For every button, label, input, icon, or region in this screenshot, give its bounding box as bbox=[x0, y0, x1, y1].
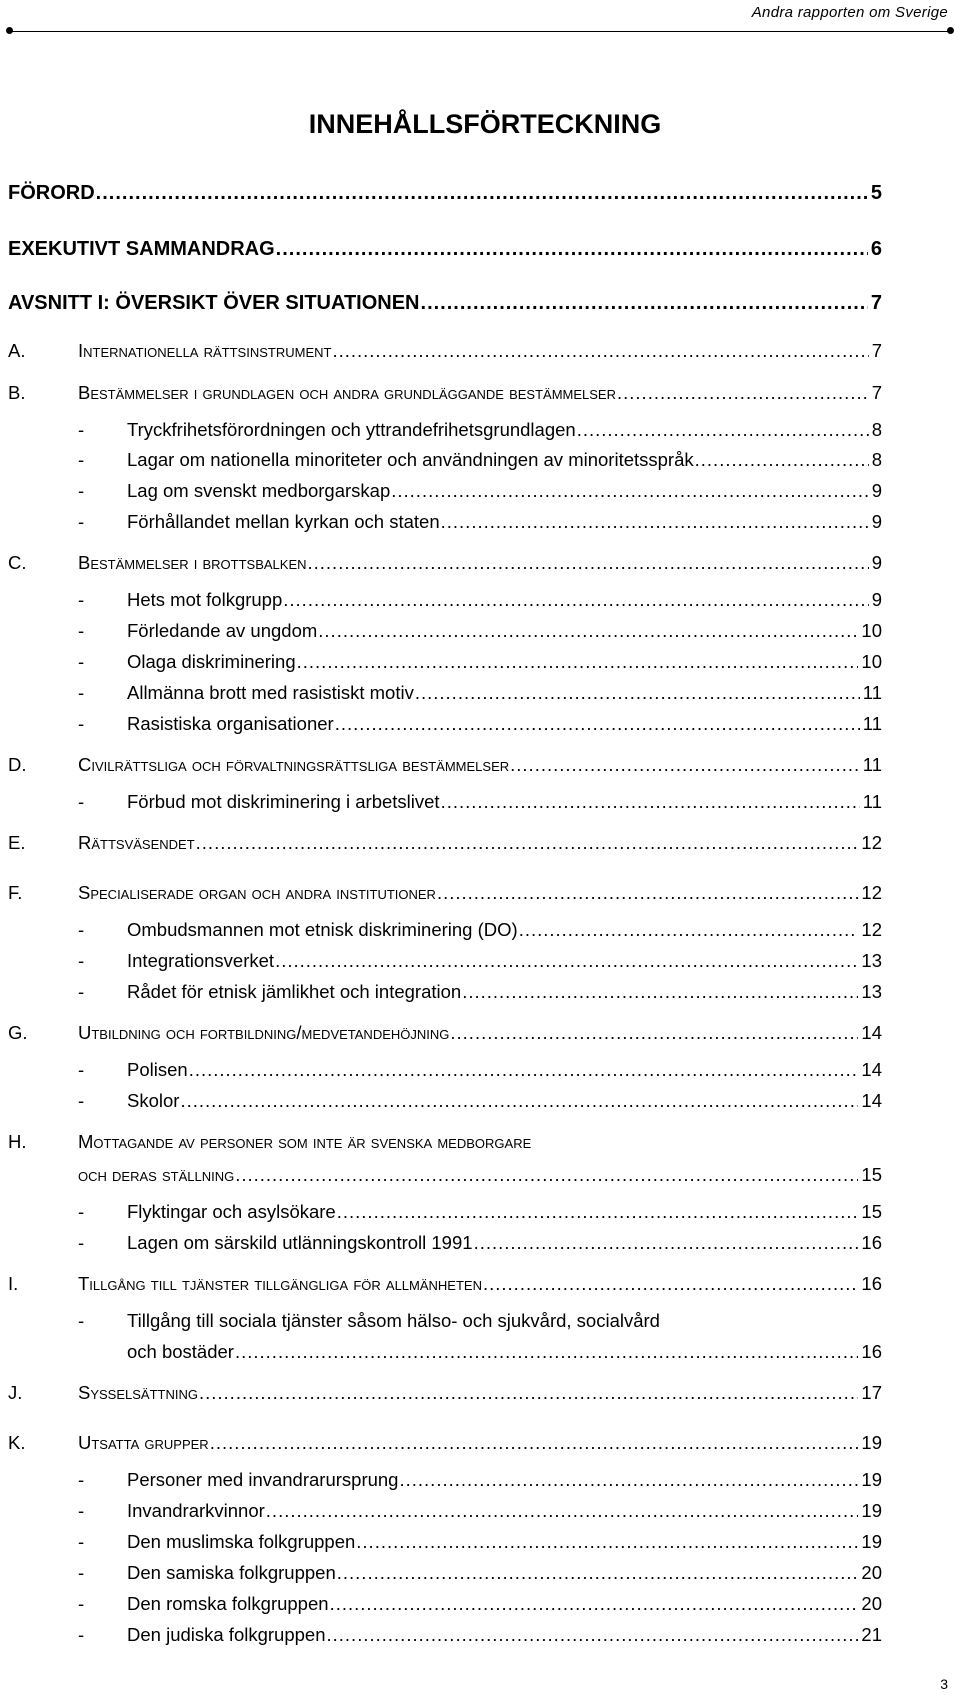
toc-entry-number: I. bbox=[8, 1273, 19, 1294]
toc-entry-label: Personer med invandrarursprung bbox=[127, 1469, 399, 1490]
toc-entry-leader bbox=[441, 511, 869, 533]
toc-entry-label: och deras ställning bbox=[78, 1164, 235, 1185]
toc-entry-label: Tillgång till tjänster tillgängliga för allmänheten bbox=[78, 1273, 482, 1294]
toc-entry-page: 12 bbox=[861, 919, 882, 940]
toc-entry-page: 10 bbox=[861, 651, 882, 672]
toc-entry-leader bbox=[332, 340, 868, 362]
toc-entry-label: Utbildning och fortbildning/medvetandehöjning bbox=[78, 1022, 450, 1043]
toc-entry-label: Mottagande av personer som inte är svenska medborgare bbox=[78, 1131, 532, 1152]
toc-entry-leader bbox=[96, 182, 868, 204]
toc-entry-number: D. bbox=[8, 754, 27, 775]
page-number: 3 bbox=[940, 1676, 948, 1692]
toc-entry-page: 14 bbox=[861, 1090, 882, 1111]
toc-entry-leader bbox=[437, 882, 858, 904]
toc-entry-label: Rasistiska organisationer bbox=[127, 713, 334, 734]
running-header: Andra rapporten om Sverige bbox=[751, 4, 948, 21]
toc-entry-dash: - bbox=[78, 981, 85, 1002]
toc-entry-leader bbox=[695, 449, 869, 471]
toc-entry-leader bbox=[450, 1022, 858, 1044]
toc-entry-label: och bostäder bbox=[127, 1341, 234, 1362]
toc-entry-dash: - bbox=[78, 620, 85, 641]
toc-entry-label: Polisen bbox=[127, 1059, 188, 1080]
toc-entry-label: Flyktingar och asylsökare bbox=[127, 1201, 336, 1222]
toc-entry-page: 5 bbox=[870, 182, 882, 204]
toc-entry-page: 14 bbox=[861, 1059, 882, 1080]
toc-entry-leader bbox=[283, 589, 868, 611]
toc-entry-label: Förledande av ungdom bbox=[127, 620, 318, 641]
toc-entry-dash: - bbox=[78, 1469, 85, 1490]
toc-entry-label: Allmänna brott med rasistiskt motiv bbox=[127, 682, 414, 703]
toc-entry-leader bbox=[330, 1593, 859, 1615]
toc-entry-label: Civilrättsliga och förvaltningsrättsliga bestämmelser bbox=[78, 754, 510, 775]
toc-entry-page: 7 bbox=[871, 382, 882, 403]
toc-entry-page: 16 bbox=[861, 1273, 882, 1294]
toc-entry-label: Den muslimska folkgruppen bbox=[127, 1531, 356, 1552]
toc-entry-label: EXEKUTIVT SAMMANDRAG bbox=[8, 238, 275, 260]
toc-entry-page: 12 bbox=[861, 832, 882, 853]
toc-entry-number: C. bbox=[8, 552, 27, 573]
toc-entry-page: 8 bbox=[871, 449, 882, 470]
toc-entry-dash: - bbox=[78, 1624, 85, 1645]
toc-entry-label: Den judiska folkgruppen bbox=[127, 1624, 326, 1645]
toc-title: INNEHÅLLSFÖRTECKNING bbox=[308, 109, 662, 139]
toc-entry-page: 11 bbox=[862, 682, 882, 703]
toc-entry-number: B. bbox=[8, 382, 26, 403]
toc-entry-dash: - bbox=[78, 1310, 85, 1331]
toc-entry-number: A. bbox=[8, 340, 26, 361]
toc-entry-dash: - bbox=[78, 950, 85, 971]
toc-entry-label: Invandrarkvinnor bbox=[127, 1500, 265, 1521]
toc-entry-number: E. bbox=[8, 832, 26, 853]
toc-entry-number: H. bbox=[8, 1131, 27, 1152]
toc-entry-page: 21 bbox=[861, 1624, 882, 1645]
toc-entry-page: 11 bbox=[862, 713, 882, 734]
toc-entry-leader bbox=[276, 238, 868, 260]
toc-entry-dash: - bbox=[78, 651, 85, 672]
toc-entry-leader bbox=[235, 1164, 858, 1186]
toc-entry-label: Olaga diskriminering bbox=[127, 651, 296, 672]
toc-entry-dash: - bbox=[78, 791, 85, 812]
toc-entry-leader bbox=[391, 480, 868, 502]
toc-entry-dash: - bbox=[78, 1593, 85, 1614]
toc-entry-leader bbox=[577, 419, 869, 441]
toc-entry-label: Lagen om särskild utlänningskontroll 1991 bbox=[127, 1232, 473, 1253]
toc-entry-page: 17 bbox=[861, 1382, 882, 1403]
toc-entry-dash: - bbox=[78, 1232, 85, 1253]
toc-entry-dash: - bbox=[78, 1531, 85, 1552]
toc-entry-page: 15 bbox=[861, 1164, 882, 1185]
toc-entry-page: 20 bbox=[861, 1562, 882, 1583]
toc-entry-dash: - bbox=[78, 419, 85, 440]
toc-entry-page: 11 bbox=[862, 791, 882, 812]
toc-entry-label: Den romska folkgruppen bbox=[127, 1593, 329, 1614]
toc-entry-label: Internationella rättsinstrument bbox=[78, 340, 332, 361]
toc-entry-dash: - bbox=[78, 589, 85, 610]
toc-entry-leader bbox=[462, 981, 858, 1003]
toc-entry-number: F. bbox=[8, 882, 23, 903]
toc-entry-leader bbox=[519, 919, 859, 941]
toc-entry-dash: - bbox=[78, 449, 85, 470]
toc-entry-leader bbox=[415, 682, 860, 704]
toc-entry-label: Förbud mot diskriminering i arbetslivet bbox=[127, 791, 440, 812]
toc-entry-label: Rådet för etnisk jämlikhet och integration bbox=[127, 981, 462, 1002]
toc-entry-leader bbox=[337, 1562, 859, 1584]
toc-entry-leader bbox=[196, 832, 859, 854]
toc-entry-dash: - bbox=[78, 919, 85, 940]
toc-entry-dash: - bbox=[78, 511, 85, 532]
toc-entry-leader bbox=[180, 1090, 858, 1112]
toc-entry-page: 12 bbox=[861, 882, 882, 903]
toc-entry-page: 16 bbox=[861, 1232, 882, 1253]
toc-entry-page: 14 bbox=[861, 1022, 882, 1043]
toc-entry-leader bbox=[275, 950, 858, 972]
toc-entry-leader bbox=[483, 1273, 858, 1295]
toc-entry-leader bbox=[210, 1432, 859, 1454]
toc-entry-page: 9 bbox=[871, 511, 882, 532]
toc-entry-label: Tillgång till sociala tjänster såsom hälso- och sjukvård, socialvård bbox=[127, 1310, 660, 1331]
toc-entry-leader bbox=[617, 382, 869, 404]
toc-entry-number: J. bbox=[8, 1382, 23, 1403]
toc-entry-number: K. bbox=[8, 1432, 26, 1453]
toc-entry-page: 10 bbox=[861, 620, 882, 641]
toc-entry-page: 19 bbox=[861, 1531, 882, 1552]
toc-entry-label: Den samiska folkgruppen bbox=[127, 1562, 336, 1583]
toc-entry-page: 16 bbox=[861, 1341, 882, 1362]
toc-entry-page: 9 bbox=[871, 480, 882, 501]
toc-entry-page: 15 bbox=[861, 1201, 882, 1222]
toc-entry-dash: - bbox=[78, 682, 85, 703]
toc-entry-label: Lagar om nationella minoriteter och användningen av minoritetsspråk bbox=[127, 449, 694, 470]
toc-entry-page: 7 bbox=[871, 340, 882, 361]
toc-entry-dash: - bbox=[78, 1500, 85, 1521]
toc-entry-label: FÖRORD bbox=[8, 182, 95, 204]
toc-entry-leader bbox=[441, 791, 860, 813]
toc-entry-label: AVSNITT I: ÖVERSIKT ÖVER SITUATIONEN bbox=[8, 292, 420, 314]
toc-entry-leader bbox=[318, 620, 858, 642]
toc-entry-page: 6 bbox=[870, 238, 882, 260]
toc-entry-page: 19 bbox=[861, 1500, 882, 1521]
toc-entry-page: 13 bbox=[861, 981, 882, 1002]
toc-entry-page: 19 bbox=[861, 1432, 882, 1453]
toc-entry-leader bbox=[266, 1500, 859, 1522]
toc-entry-label: Lag om svenskt medborgarskap bbox=[127, 480, 391, 501]
toc-entry-dash: - bbox=[78, 713, 85, 734]
toc-entry-label: Sysselsättning bbox=[78, 1382, 198, 1403]
toc-entry-dash: - bbox=[78, 480, 85, 501]
toc-entry-label: Bestämmelser i grundlagen och andra grundläggande bestämmelser bbox=[78, 382, 616, 403]
toc-entry-page: 11 bbox=[862, 754, 882, 775]
toc-entry-leader bbox=[189, 1059, 859, 1081]
toc-entry-leader bbox=[474, 1232, 859, 1254]
toc-entry-dash: - bbox=[78, 1059, 85, 1080]
toc-entry-label: Specialiserade organ och andra institutioner bbox=[78, 882, 436, 903]
toc-entry-dash: - bbox=[78, 1201, 85, 1222]
toc-entry-label: Hets mot folkgrupp bbox=[127, 589, 283, 610]
toc-entry-leader bbox=[510, 754, 860, 776]
toc-entry-page: 19 bbox=[861, 1469, 882, 1490]
toc-entry-leader bbox=[356, 1531, 858, 1553]
toc-entry-leader bbox=[337, 1201, 859, 1223]
toc-entry-leader bbox=[335, 713, 860, 735]
toc-entry-label: Skolor bbox=[127, 1090, 180, 1111]
toc-entry-leader bbox=[308, 552, 869, 574]
toc-entry-label: Ombudsmannen mot etnisk diskriminering (DO) bbox=[127, 919, 518, 940]
toc-entry-leader bbox=[235, 1341, 858, 1363]
toc-entry-page: 13 bbox=[861, 950, 882, 971]
toc-entry-label: Tryckfrihetsförordningen och yttrandefrihetsgrundlagen bbox=[127, 419, 576, 440]
toc-entry-label: Utsatta grupper bbox=[78, 1432, 209, 1453]
toc-entry-page: 7 bbox=[870, 292, 882, 314]
toc-entry-leader bbox=[199, 1382, 858, 1404]
toc-entry-leader bbox=[421, 292, 868, 314]
toc-entry-page: 9 bbox=[871, 552, 882, 573]
toc-entry-page: 20 bbox=[861, 1593, 882, 1614]
toc-entry-page: 9 bbox=[871, 589, 882, 610]
toc-entry-leader bbox=[399, 1469, 858, 1491]
toc-entry-label: Integrationsverket bbox=[127, 950, 275, 971]
toc-entry-label: Bestämmelser i brottsbalken bbox=[78, 552, 307, 573]
toc-entry-label: Rättsväsendet bbox=[78, 832, 195, 853]
toc-entry-label: Förhållandet mellan kyrkan och staten bbox=[127, 511, 440, 532]
toc-entry-dash: - bbox=[78, 1090, 85, 1111]
toc-entry-leader bbox=[327, 1624, 859, 1646]
toc-entry-leader bbox=[297, 651, 859, 673]
toc-entry-dash: - bbox=[78, 1562, 85, 1583]
toc-entry-number: G. bbox=[8, 1022, 28, 1043]
toc-entry-page: 8 bbox=[871, 419, 882, 440]
